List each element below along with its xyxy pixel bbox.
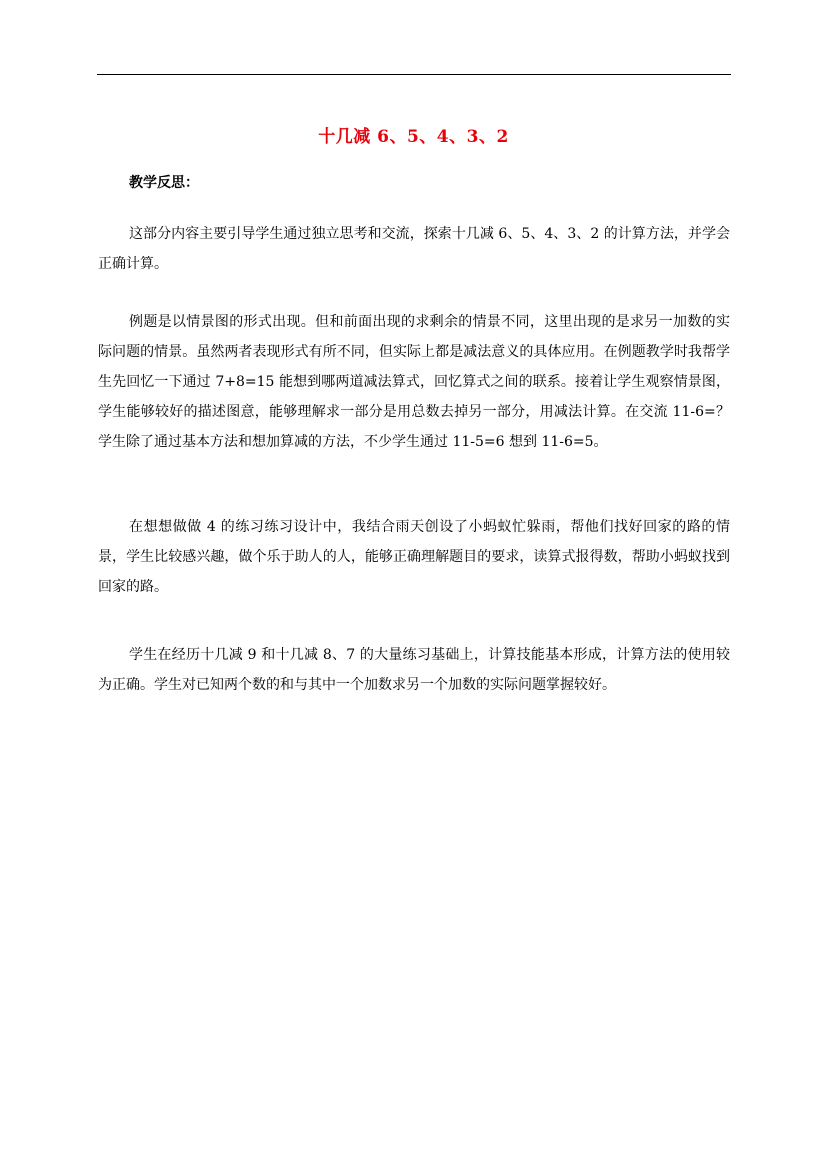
header-rule [97,74,731,75]
paragraph: 例题是以情景图的形式出现。但和前面出现的求剩余的情景不同，这里出现的是求另一加数的实际问题的情景。虽然两者表现形式有所不同，但实际上都是减法意义的具体应用。在例题教学时我帮学生先回忆一下通过 7+8=15 能想到哪两道减法算式，回忆算式之间的联系。接着让学生观察情景图，学生能够较好的描述图意，能够理解求一部分是用总数去掉另一部分，用减法计算。在交流 11-6=？学生除了通过基本方法和想加算减的方法，不少学生通过 11-5=6 想到 11-6=5。 [98,314,730,450]
paragraph: 在想想做做 4 的练习练习设计中，我结合雨天创设了小蚂蚁忙躲雨，帮他们找好回家的路的情景，学生比较感兴趣，做个乐于助人的人，能够正确理解题目的要求，读算式报得数，帮助小蚂蚁找到回家的路。 [98,519,730,595]
paragraph: 学生在经历十几减 9 和十几减 8、7 的大量练习基础上，计算技能基本形成，计算方法的使用较为正确。学生对已知两个数的和与其中一个加数求另一个加数的实际问题掌握较好。 [98,647,730,693]
section-label: 教学反思： [129,175,199,191]
paragraph: 这部分内容主要引导学生通过独立思考和交流，探索十几减 6、5、4、3、2 的计算方法，并学会正确计算。 [98,226,730,272]
document-title: 十几减 6、5、4、3、2 [318,127,509,147]
